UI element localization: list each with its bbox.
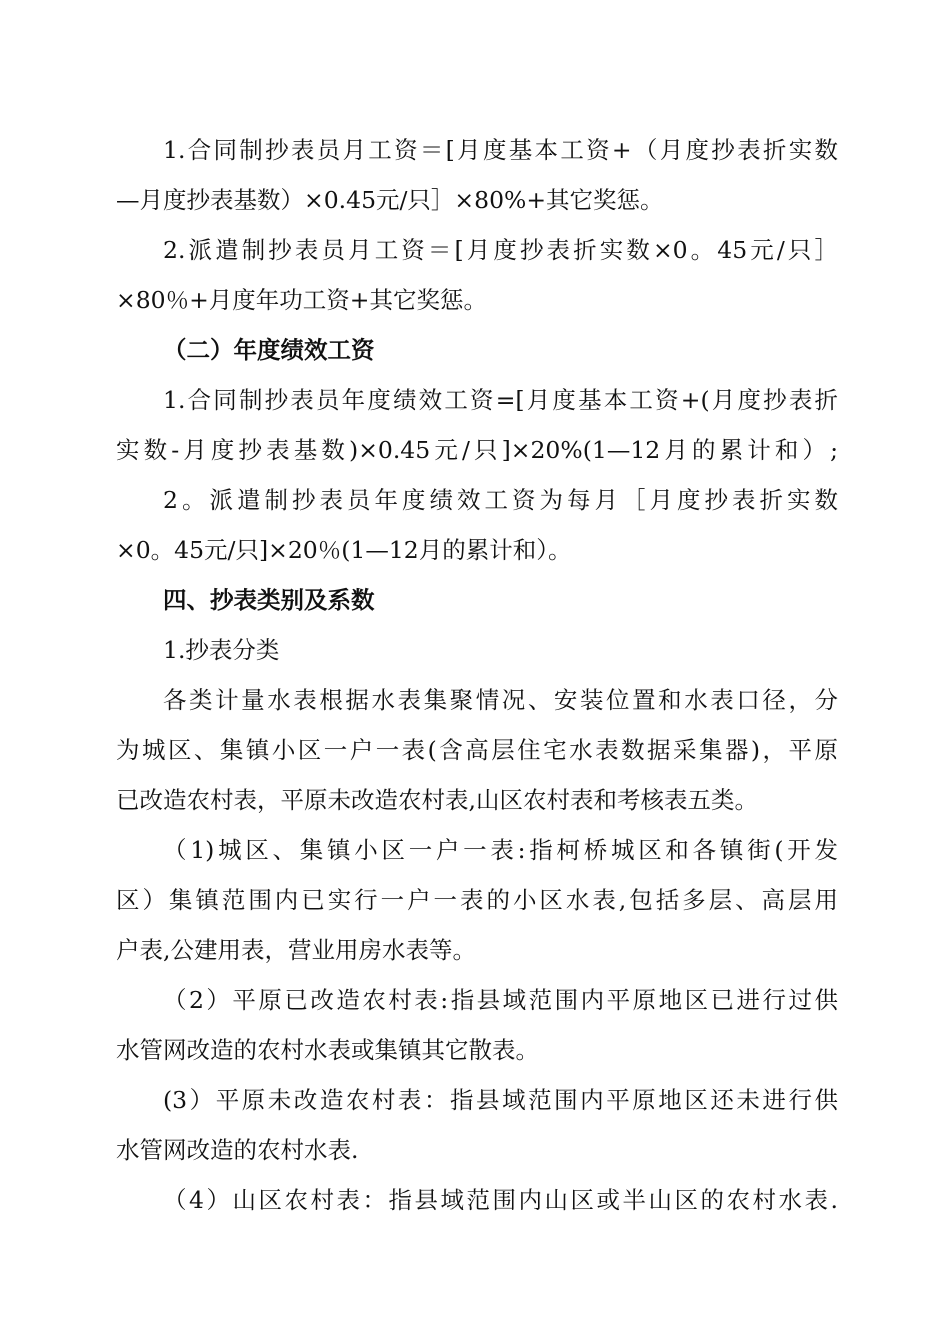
item-1-line-2: 区）集镇范围内已实行一户一表的小区水表,包括多层、高层用 — [116, 886, 838, 914]
section-heading-meter-categories: 四、抄表类别及系数 — [163, 586, 375, 614]
item-1-line-1: （1)城区、集镇小区一户一表:指柯桥城区和各镇街(开发 — [163, 836, 838, 864]
annual-dispatch-line-1: 2。派遣制抄表员年度绩效工资为每月［月度抄表折实数 — [163, 486, 838, 514]
item-2-line-1: （2）平原已改造农村表:指县域范围内平原地区已进行过供 — [163, 986, 838, 1014]
classification-paragraph-line-1: 各类计量水表根据水表集聚情况、安装位置和水表口径，分 — [163, 686, 838, 714]
item-2-line-2: 水管网改造的农村水表或集镇其它散表。 — [116, 1036, 539, 1064]
classification-paragraph-line-3: 已改造农村表，平原未改造农村表,山区农村表和考核表五类。 — [116, 786, 758, 814]
salary-formula-dispatch-line-1: 2.派遣制抄表员月工资＝[月度抄表折实数×0。45元/只］ — [163, 236, 838, 264]
section-heading-annual-performance: （二）年度绩效工资 — [163, 336, 375, 364]
salary-formula-contract-line-1: 1.合同制抄表员月工资＝[月度基本工资+（月度抄表折实数 — [163, 136, 838, 164]
classification-paragraph-line-2: 为城区、集镇小区一户一表(含高层住宅水表数据采集器)，平原 — [116, 736, 838, 764]
item-3-line-1: (3）平原未改造农村表：指县域范围内平原地区还未进行供 — [163, 1086, 838, 1114]
salary-formula-dispatch-line-2: ×80％+月度年功工资+其它奖惩。 — [116, 286, 487, 314]
annual-contract-line-2: 实数-月度抄表基数)×0.45元/只]×20%(1—12月的累计和）; — [116, 436, 838, 464]
subheading-meter-classification: 1.抄表分类 — [163, 636, 280, 664]
salary-formula-contract-line-2: —月度抄表基数）×0.45元/只］×80%+其它奖惩。 — [116, 186, 664, 214]
item-4-line-1: （4）山区农村表：指县域范围内山区或半山区的农村水表. — [163, 1186, 838, 1214]
item-1-line-3: 户表,公建用表，营业用房水表等。 — [116, 936, 476, 964]
annual-dispatch-line-2: ×0。45元/只]×20％(1—12月的累计和）。 — [116, 536, 572, 564]
annual-contract-line-1: 1.合同制抄表员年度绩效工资=[月度基本工资+(月度抄表折 — [163, 386, 838, 414]
item-3-line-2: 水管网改造的农村水表. — [116, 1136, 359, 1164]
